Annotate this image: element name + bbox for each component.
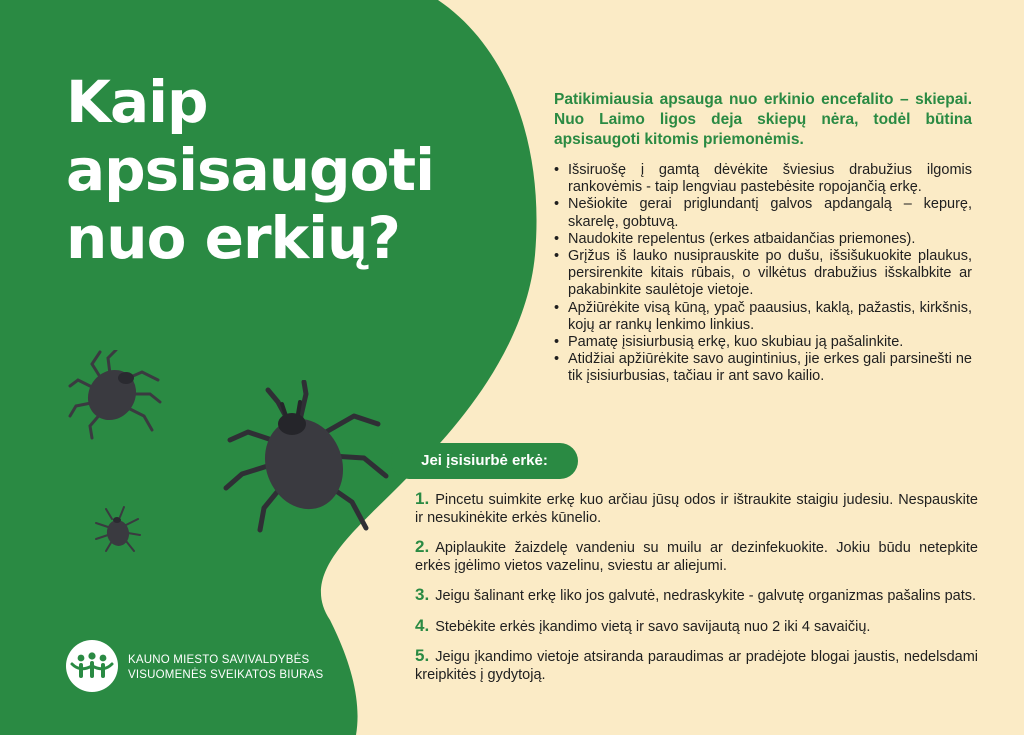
- step-text: Apiplaukite žaizdelę vandeniu su muilu ar dezinfekuokite. Jokiu būdu netepkite erkės įgėlimo vietos vazelinu, sviestu ar aliejumi.: [415, 540, 978, 574]
- title-line-1: Kaip: [66, 68, 208, 136]
- step-item: [415, 538, 978, 575]
- people-family-icon: [66, 640, 118, 692]
- step-item: [415, 617, 978, 637]
- list-item: • Nešiokite gerai priglundantį galvos apdangalą – kepurę, skarelę, gobtuvą.: [554, 196, 972, 230]
- step-text: Pincetu suimkite erkę kuo arčiau jūsų odos ir ištraukite staigiu judesiu. Nespauskite ir nesukinėkite erkės kūnelio.: [415, 492, 978, 526]
- step-number: 3.: [415, 585, 430, 604]
- step-item: [415, 647, 978, 684]
- section-badge: Jei įsisiurbė erkė:: [391, 443, 578, 479]
- organization-logo: [66, 640, 118, 692]
- page-title: [66, 68, 434, 272]
- step-item: [415, 490, 978, 527]
- title-line-2: apsisaugoti: [66, 136, 434, 204]
- step-text: Jeigu šalinant erkę liko jos galvutė, nedraskykite - galvutę organizmas pašalins pats.: [435, 588, 976, 604]
- list-item: • Apžiūrėkite visą kūną, ypač paausius, kaklą, pažastis, kirkšnis, kojų ar rankų lenkimo linkius.: [554, 300, 972, 334]
- list-item: • Naudokite repelentus (erkes atbaidančias priemones).: [554, 231, 972, 248]
- step-text: Jeigu įkandimo vietoje atsiranda paraudimas ar pradėjote blogai jaustis, nedelsdami kreipkitės į gydytoją.: [415, 649, 978, 683]
- list-item: • Pamatę įsisiurbusią erkę, kuo skubiau ją pašalinkite.: [554, 334, 972, 351]
- title-line-3: nuo erkių?: [66, 204, 400, 272]
- org-line-2: VISUOMENĖS SVEIKATOS BIURAS: [128, 669, 324, 681]
- organization-name: [128, 653, 323, 683]
- tick-icon: [92, 505, 144, 555]
- intro-text: Patikimiausia apsauga nuo erkinio encefalito – skiepai. Nuo Laimo ligos deja skiepų nėra, todėl būtina apsisaugoti kitomis priemonėmis.: [554, 91, 972, 148]
- list-item: • Atidžiai apžiūrėkite savo augintinius, jie erkes gali parsinešti ne tik įsisiurbusias, tačiau ir ant savo kailio.: [554, 351, 972, 385]
- step-text: Stebėkite erkės įkandimo vietą ir savo savijautą nuo 2 iki 4 savaičių.: [435, 618, 871, 635]
- list-item: • Išsiruošę į gamtą dėvėkite šviesius drabužius ilgomis rankovėmis - taip lengviau pastebėsite ropojančią erkę.: [554, 162, 972, 196]
- tick-icon: [62, 350, 166, 446]
- removal-steps-list: [415, 490, 978, 695]
- prevention-list: [554, 162, 972, 386]
- step-number: 2.: [415, 537, 430, 556]
- tick-icon: [208, 380, 398, 545]
- org-line-1: KAUNO MIESTO SAVIVALDYBĖS: [128, 654, 310, 666]
- list-item: • Grįžus iš lauko nusiprauskite po dušu, išsišukuokite plaukus, persirenkite kitais rūbais, o vilkėtus drabužius išskalbkite ar pakabinkite saulėtoje vietoje.: [554, 248, 972, 300]
- step-number: 4.: [415, 615, 430, 635]
- step-item: [415, 586, 978, 606]
- step-number: 5.: [415, 646, 430, 665]
- step-number: 1.: [415, 489, 430, 508]
